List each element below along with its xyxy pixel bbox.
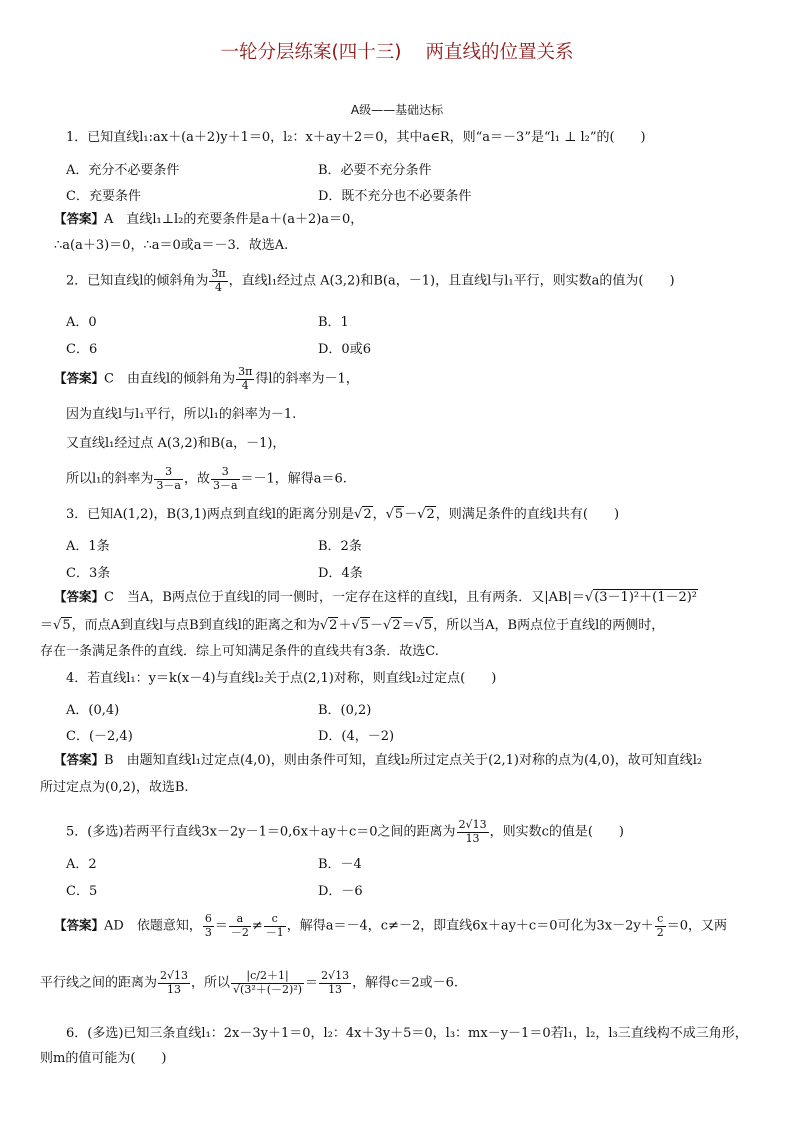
q3-answer-2-mid: ，而点A到直线l与点B到直线l的距离之和为 [71,618,320,633]
q2-answer-4-pre: 所以l₁的斜率为 [66,471,154,487]
q5-answer-line-1: 【答案】AD 依题意知， $\frac{6}{3}$ ＝ $\frac{a}{-2}$ ≠ $\frac{c}{-1}$ ，解得a＝－4，c≠－2，即直线6x＋ay＋c＝0可化为3x－2y＋ $\frac{c}{2}$ ＝0，又两 [54,912,727,939]
fraction-numerator: c [264,913,286,927]
q5-answer-pre: AD 依题意知， [104,918,202,934]
q1-answer-line-1 [54,213,754,226]
fraction-numerator: |c/2＋1| [231,970,304,984]
answer-tag: 【答案】 [54,752,105,767]
q4-stem: 4．若直线l₁：y＝k(x－4)与直线l₂关于点(2,1)对称，则直线l₂过定点( ) [66,671,497,686]
q2-answer-line-3: 又直线l₁经过点 A(3,2)和B(a，－1)， [66,436,286,451]
q1-option-d: D．既不充分也不必要条件 [318,189,472,204]
q2-option-d: D．0或6 [318,342,371,357]
q5-answer-post: ＝0，又两 [666,918,727,934]
q3-stem-mid: ， [372,507,386,522]
q1-option-c: C．充要条件 [66,189,141,204]
q3-option-a: A．1条 [66,539,110,554]
q5-option-c: C．5 [66,884,98,899]
q5-distance-fraction-2 [158,970,190,996]
answer-tag: 【答案】 [54,211,105,226]
q5-option-a: A．2 [66,857,97,872]
fraction-numerator: 3 [154,466,183,480]
q1-answer-text-1: A 直线l₁⊥l₂的充要条件是a＋(a＋2)a＝0， [104,212,364,227]
fraction-numerator: c [655,913,666,927]
q1-option-a: A．充分不必要条件 [66,163,180,178]
q2-answer-4-post: ＝－1，解得a＝6. [240,471,347,487]
sqrt-value: (3－1)²＋(1－2)² [594,590,698,605]
sqrt-value: 5 [360,618,370,633]
q1-option-b: B．必要不充分条件 [318,163,432,178]
q2-answer-post: 得l的斜率为－1， [255,371,359,387]
q2-stem [66,268,754,294]
fraction-denominator: 4 [241,378,249,392]
level-heading: A级——基础达标 [350,103,444,117]
sqrt-value: 5 [423,618,433,633]
q2-stem-post: ，直线l₁经过点 A(3,2)和B(a，－1)，且直线l与l₁平行，则实数a的值为( ) [228,273,675,289]
title-part-1: 一轮分层练案(四十三) [220,42,402,63]
fraction-numerator: 6 [204,912,212,925]
q2-option-c: C．6 [66,342,98,357]
q2-answer-fraction [236,366,254,392]
ratio-fraction-1 [203,913,214,939]
fraction-numerator: 2√13 [321,969,350,982]
q2-answer-line-1 [54,366,754,392]
q6-stem-line-1: 6．(多选)已知三条直线l₁：2x－3y＋1＝0，l₂：4x＋3y＋5＝0，l₃：mx－y－1＝0若l₁，l₂，l₃三直线构不成三角形， [66,1026,748,1041]
q3-answer-line-2: ＝√5，而点A到直线l与点B到直线l的距离之和为√2＋√5－√2＝√5，所以当A，B两点位于直线l的两侧时， [40,618,665,633]
q5-answer-mid: ，解得a＝－4，c≠－2，即直线6x＋ay＋c＝0可化为3x－2y＋ [286,918,654,934]
q2-slope-fraction-2 [211,466,240,492]
q3-stem: 3．已知A(1,2)，B(3,1)两点到直线l的距离分别是√2，√5－√2，则满足条件的直线l共有( ) [66,507,620,522]
fraction-numerator: a [229,913,251,927]
q2-option-b: B．1 [318,315,349,330]
ratio-fraction-4 [655,913,666,939]
q4-option-a: A．(0,4) [66,703,120,718]
fraction-denominator: 3－a [156,478,181,492]
q5-answer-line-2: 平行线之间的距离为 $\frac{2√13}{13}$ ，所以 $\frac{|c/2+1|}{\text{√(3²＋(－2)²)}}$ ＝ $\frac{2√13}{13}$ ，解得c＝2或－6. [40,969,459,996]
fraction-numerator: 2√13 [160,969,189,982]
sqrt-value: 2 [426,507,435,522]
q3-answer-text-1: C 当A，B两点位于直线l的同一侧时，一定存在这样的直线l，且有两条．又|AB|＝ [104,590,585,605]
q5-stem-post: ，则实数c的值是( ) [489,824,625,840]
title-part-2: 两直线的位置关系 [425,42,574,63]
fraction-denominator: 13 [328,982,343,996]
q6-stem-line-2: 则m的值可能为( ) [40,1051,167,1066]
answer-tag: 【答案】 [54,589,105,604]
fraction-denominator: －2 [230,925,249,939]
q2-slope-fraction [154,466,183,492]
q5-distance-formula-fraction [231,970,304,996]
q5-distance-fraction-3 [319,970,351,996]
q2-answer-pre: C 由直线l的倾斜角为 [104,371,236,387]
fraction-numerator: 3π [211,267,226,280]
q4-option-c: C．(－2,4) [66,729,133,744]
fraction-denominator: 3 [204,925,212,939]
q5-distance-fraction [457,819,489,845]
ratio-fraction-3 [264,913,286,939]
q3-option-c: C．3条 [66,566,111,581]
fraction-denominator: 4 [215,280,223,294]
q5-answer-2-post: ，解得c＝2或－6. [352,975,459,991]
sqrt-value: 5 [394,507,404,522]
fraction-denominator: 13 [167,982,182,996]
fraction-denominator: 13 [465,831,480,845]
q2-answer-4-mid: ，故 [183,471,210,487]
q3-answer-2-post: ，所以当A，B两点位于直线l的两侧时， [433,618,665,633]
q2-answer-line-4 [66,466,754,492]
q3-option-d: D．4条 [318,566,363,581]
answer-tag: 【答案】 [54,370,105,386]
q2-angle-fraction [209,268,227,294]
q5-stem-pre: 5．(多选)若两平行直线3x－2y－1＝0,6x＋ay＋c＝0之间的距离为 [66,824,456,840]
q2-option-a: A．0 [66,315,97,330]
sqrt-value: 2 [392,618,401,633]
q2-answer-line-2: 因为直线l与l₁平行，所以l₁的斜率为－1. [66,407,297,422]
q5-answer-2-pre: 平行线之间的距离为 [40,975,158,991]
fraction-numerator: 3 [211,466,240,480]
fraction-denominator: 3－a [212,478,238,492]
q3-answer-line-1: 【答案】C 当A，B两点位于直线l的同一侧时，一定存在这样的直线l，且有两条．又|AB|＝√(3－1)²＋(1－2)² [54,589,698,605]
q1-answer-line-2: ∴a(a＋3)＝0，∴a＝0或a＝－3．故选A. [54,238,289,253]
q3-answer-2-pre: ＝ [40,618,54,633]
q3-answer-line-3: 存在一条满足条件的直线．综上可知满足条件的直线共有3条．故选C. [40,644,439,659]
q4-option-d: D．(4，－2) [318,729,395,744]
q4-option-b: B．(0,2) [318,703,372,718]
fraction-denominator: 2 [656,925,664,939]
q3-option-b: B．2条 [318,539,362,554]
q4-answer-line-1 [54,754,764,767]
ratio-fraction-2 [229,913,251,939]
sqrt-value: 2 [363,507,372,522]
fraction-denominator: －1 [265,925,284,939]
fraction-numerator: 2√13 [458,818,487,831]
fraction-denominator: √(3²＋(－2)²) [233,982,303,996]
fraction-numerator: 3π [238,365,253,378]
q5-answer-2-mid: ，所以 [191,975,231,991]
sqrt-value: 2 [329,618,338,633]
q5-stem [66,819,754,845]
q3-stem-pre: 3．已知A(1,2)，B(3,1)两点到直线l的距离分别是 [66,507,355,522]
answer-tag: 【答案】 [54,917,105,933]
page-title [0,38,794,64]
q4-answer-text-1: B 由题知直线l₁过定点(4,0)，则由条件可知，直线l₂所过定点关于(2,1)对称的点为(4,0)，故可知直线l₂ [104,753,703,768]
q5-option-d: D．－6 [318,884,363,899]
sqrt-value: 5 [62,618,71,633]
q3-stem-post: ，则满足条件的直线l共有( ) [435,507,620,522]
q2-stem-pre: 2．已知直线l的倾斜角为 [66,273,209,289]
q5-option-b: B．－4 [318,857,362,872]
q1-stem: 1．已知直线l₁:ax＋(a＋2)y＋1＝0，l₂：x＋ay＋2＝0，其中a∈R，则“a＝－3”是“l₁ ⊥ l₂”的( ) [66,130,646,145]
q4-answer-line-2: 所过定点为(0,2)，故选B. [40,780,189,795]
